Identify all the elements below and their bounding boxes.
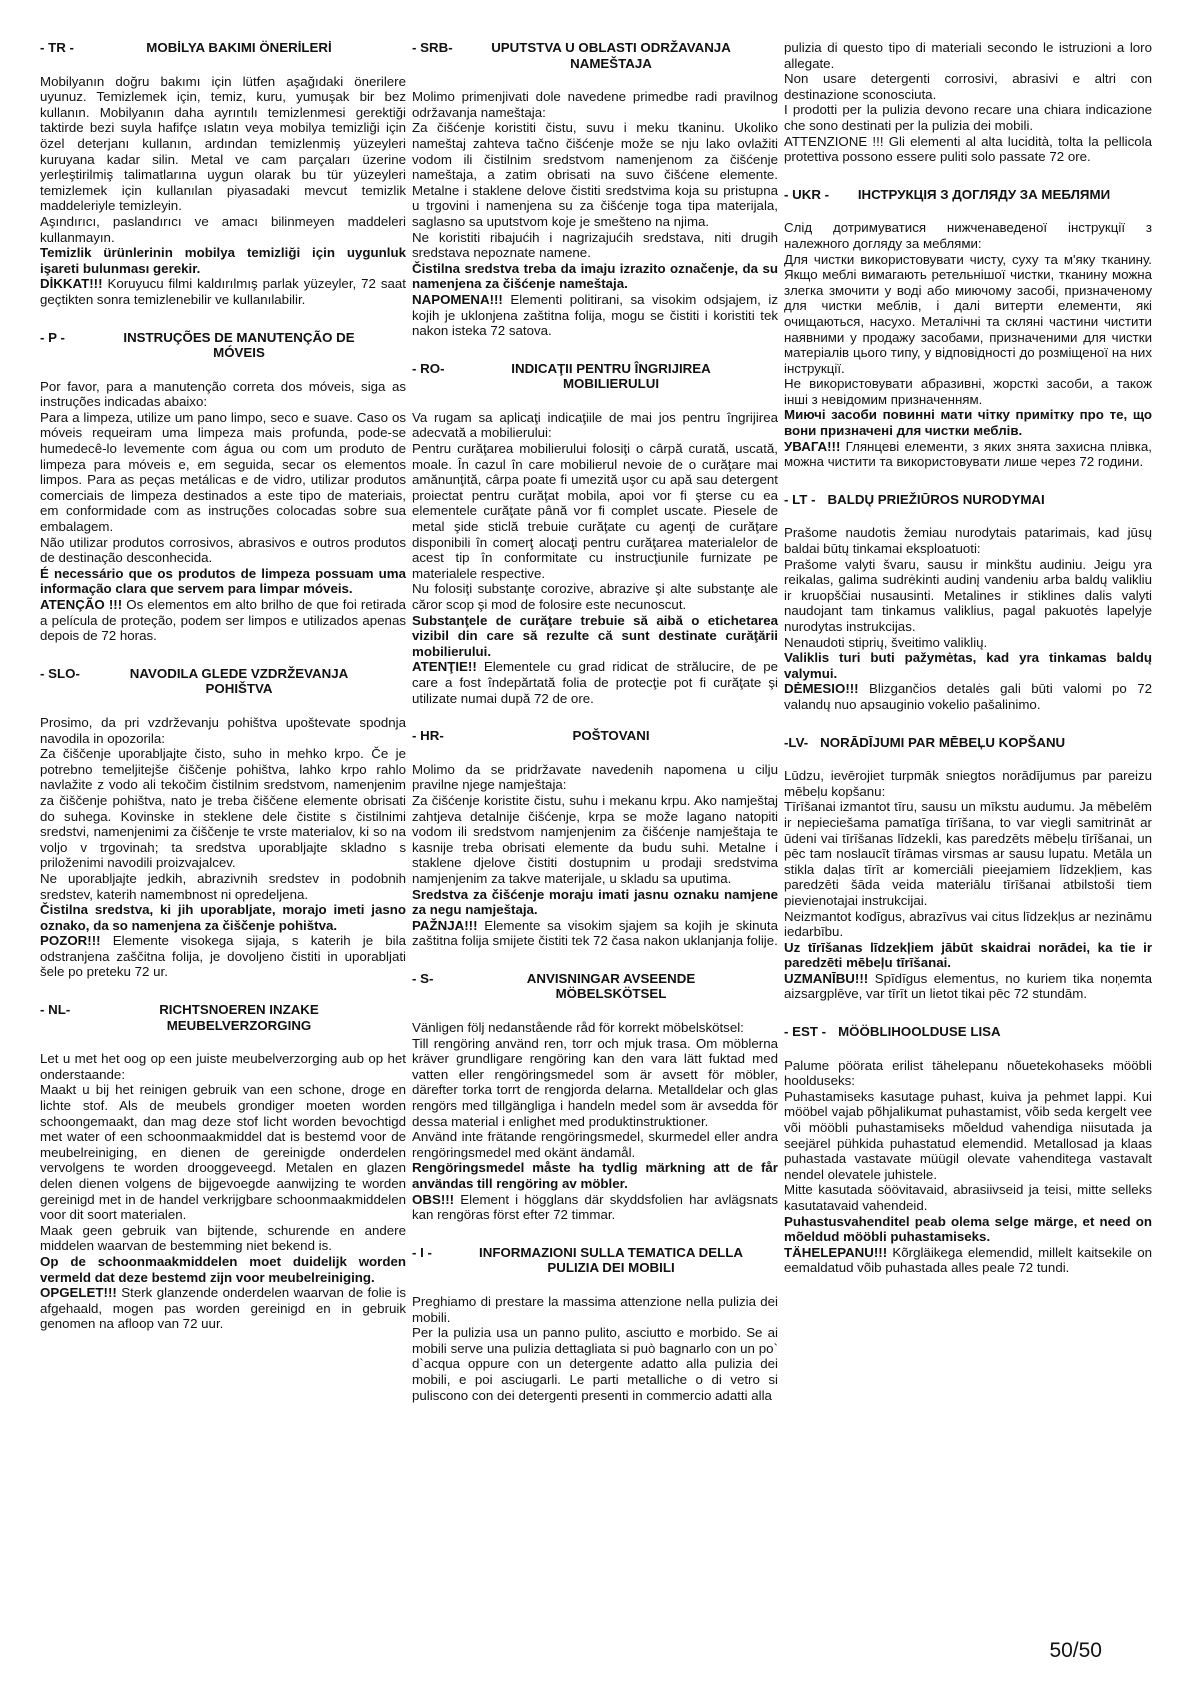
bold-text: Uz tīrīšanas līdzekļiem jābūt skaidrai norādei, ka tie ir paredzēti mēbeļu tīrīšanai.: [784, 939, 1152, 971]
language-code: - SLO-: [40, 665, 80, 681]
paragraph: [412, 120, 778, 229]
bold-text: Op de schoonmaakmiddelen moet duidelijk worden vermeld dat deze bestemd zijn voor meubelreiniging.: [40, 1253, 406, 1285]
body-text: pulizia di questo tipo di materiali secondo le istruzioni a loro allegate.: [784, 40, 1152, 71]
bold-text: ATENŢIE!!: [412, 659, 477, 675]
body-text: I prodotti per la pulizia devono recare una chiara indicazione che sono destinati per la pulizia dei mobili.: [784, 102, 1152, 133]
body-text: Pentru curăţarea mobilierului folosiţi o cârpă curată, uscată, moale. În cazul în care mobilierul nevoie de o curăţare mai amănunţită, cârpa poate fi umezită uşor cu apă sau detergent proiectat pentru curăţat mobila, apoi vor fi şterse cu ea elementele curăţate până vor fi complet uscate. Piesele de metal şide sticlă trebuie curăţate cu agenţi de curăţare disponibili în comerţ alocaţi pentru curăţarea materialelor de acest tip în conformitate cu instrucţiunile furnizate pe materialele respective.: [412, 441, 778, 581]
section-title: MOBİLYA BAKIMI ÖNERİLERİ: [146, 40, 332, 55]
paragraph: [412, 230, 778, 261]
body-text: Tīrīšanai izmantot tīru, sausu un mīkstu audumu. Ja mēbelēm ir nepieciešama pamatīga tīrīšana, to var viegli samitrināt ar ūdeni vai tīrīšanas līdzekli, kas paredzēts mēbeļu tīrīšanai, un pēc tam noslaucīt tīrāmas virsmas ar sausu lupatu. Metāla un stikla daļas tīrīt ar komerciāli pieejamiem līdzekļiem, kas paredzēti šāda veida materiālu tīrīšanai atbilstoši tiem pievienotajai instrukcijai.: [784, 799, 1152, 908]
paragraph: [412, 659, 778, 706]
paragraph: [784, 102, 1152, 133]
care-section: [412, 728, 778, 949]
paragraph: [784, 71, 1152, 102]
section-heading: [784, 187, 1152, 203]
language-code: - SRB-: [412, 40, 453, 55]
paragraph: [40, 566, 406, 597]
body-text: Prašome valyti švaru, sausu ir minkštu audiniu. Jeigu yra reikalas, galima sudrėkinti audinį vandeniu arba baldų valikliu ir kruopščiai nusausinti. Metalines ir stiklines dalis valyti naudojant tam tinkamus valiklius, pagal pakuotės lapelyje nurodytas instrukcijas.: [784, 556, 1152, 634]
bold-text: ATENÇÃO !!!: [40, 597, 123, 612]
bold-text: É necessário que os produtos de limpeza possuam uma informação clara que servem para limpar móveis.: [40, 565, 406, 597]
body-text: ATTENZIONE !!! Gli elementi al alta lucidità, tolta la pellicola protettiva possono essere puliti solo passate 72 ore.: [784, 133, 1152, 165]
paragraph: [784, 220, 1152, 251]
section-title: INSTRUÇÕES DE MANUTENÇÃO DE MÓVEIS: [123, 329, 355, 361]
body-text: Не використовувати абразивні, жорсткі засоби, а також інші з невідомим призначенням.: [784, 376, 1152, 407]
paragraph: [40, 535, 406, 566]
paragraph: [412, 1020, 778, 1036]
body-text: Elementi politirani, sa visokim odsjajem, iz kojih je uklonjena zaštitna folija, mogu se čistiti i koristiti tek nakon isteka 72 satova.: [412, 291, 778, 339]
bold-text: Sredstva za čišćenje moraju imati jasnu oznaku namjene za negu namještaja.: [412, 886, 778, 918]
body-text: Mobilyanın doğru bakımı için lütfen aşağıdaki önerilere uyunuz. Temizlemek için, temiz, kuru, yumuşak bir bez kullanın. Mobilyanın daha ayrıntılı temizlenmesi gerektiği taktirde bezi suyla hafifçe ıslatın veya mobilya temizliği için özel deterjanı kullanın, ardından temizlenmiş yüzeyleri kuruyana kadar silin. Metal ve cam parçaları üzerine yerleştirilmiş talimatlarına uygun olarak bu tür yüzeyleri temizlemek için kullanılan piyasadaki mevcut temizlik maddeleriyle temizleyin.: [40, 73, 406, 214]
section-heading: [40, 666, 406, 697]
care-section: [40, 1002, 406, 1332]
paragraph: [412, 441, 778, 581]
care-section: [412, 40, 778, 339]
paragraph: [412, 581, 778, 612]
paragraph: [412, 1160, 778, 1191]
paragraph: [40, 1285, 406, 1332]
body-text: Ne uporabljajte jedkih, abrazivnih sredstev in podobnih sredstev, katerih namembnost ni opredeljena.: [40, 870, 406, 902]
bold-text: Valiklis turi buti pažymėtas, kad yra tinkamas baldų valymui.: [784, 650, 1152, 681]
care-section: [784, 492, 1152, 713]
section-title: RICHTSNOEREN INZAKE MEUBELVERZORGING: [159, 1002, 319, 1033]
section-heading: [784, 735, 1152, 751]
body-text: Vänligen följ nedanstående råd för korrekt möbelskötsel:: [412, 1020, 744, 1036]
paragraph: [412, 918, 778, 949]
care-section: [412, 361, 778, 706]
paragraph: [784, 940, 1152, 971]
bold-text: Puhastusvahenditel peab olema selge märge, et need on mõeldud mööbli puhastamiseks.: [784, 1213, 1152, 1245]
paragraph: [412, 793, 778, 887]
care-section: [40, 330, 406, 644]
section-heading: [412, 40, 778, 71]
paragraph: [40, 245, 406, 276]
bold-text: POZOR!!!: [40, 933, 101, 949]
bold-text: DİKKAT!!!: [40, 276, 103, 292]
paragraph: [412, 1325, 778, 1403]
bold-text: TÄHELEPANU!!!: [784, 1244, 888, 1260]
paragraph: [40, 715, 406, 746]
paragraph: [784, 909, 1152, 940]
paragraph: [412, 1294, 778, 1325]
section-heading: [412, 361, 778, 392]
paragraph: [784, 768, 1152, 799]
section-title: UPUTSTVA U OBLASTI ODRŽAVANJA NAMEŠTAJA: [491, 40, 731, 71]
section-heading: [40, 1002, 406, 1033]
care-section: [784, 1024, 1152, 1276]
section-title: ІНСТРУКЦІЯ З ДОГЛЯДУ ЗА МЕБЛЯМИ: [857, 186, 1111, 202]
section-title: INDICAŢII PENTRU ÎNGRIJIREA MOBILIERULUI: [511, 360, 711, 392]
bold-text: Temizlik ürünlerinin mobilya temizliği için uygunluk işareti bulunması gerekir.: [40, 245, 406, 276]
body-text: Lūdzu, ievērojiet turpmāk sniegtos norādījumus par pareizu mēbeļu kopšanu:: [784, 768, 1152, 799]
body-text: Maak geen gebruik van bijtende, schurende en andere middelen waarvan de bestemming niet bekend is.: [40, 1222, 406, 1254]
section-heading: [412, 971, 778, 1002]
body-text: Prašome naudotis žemiau nurodytais patarimais, kad jūsų baldai būtų tinkamai eksploatuoti:: [784, 525, 1152, 557]
body-text: Till rengöring använd ren, torr och mjuk trasa. Om möblerna kräver grundligare rengöring kan den vara lätt fuktad med vatten eller rengöringsmedel som är avsett för möbler, därefter torka torrt de rengjorda delarna. Metalldelar och glas rengörs med tillgängliga i handeln medel som är avsedda för dessa material i enlighet med produktinstruktioner.: [412, 1035, 778, 1129]
body-text: Za čišćenje koristite čistu, suhu i mekanu krpu. Ako namještaj zahtjeva detalnije čišćenje, krpa se može lagano natopiti vodom ili sredstvom namjenjenim za čišćenje namještaja te kasnije treba obrisati elemente da budu suhi. Metalne i staklene djelove čistiti dostupnim u prodaji sredstvima namjenjenim za takve materijale, u skladu sa uputima.: [412, 792, 778, 886]
language-code: - RO-: [412, 360, 445, 376]
body-text: Non usare detergenti corrosivi, abrasivi e altri con destinazione sconosciuta.: [784, 71, 1152, 102]
paragraph: [40, 597, 406, 644]
section-title: POŠTOVANI: [572, 728, 650, 744]
body-text: Mitte kasutada söövitavaid, abrasiivseid ja teisi, mitte selleks kasutatavaid vahendeid.: [784, 1182, 1152, 1213]
paragraph: [40, 1082, 406, 1222]
section-title: NAVODILA GLEDE VZDRŽEVANJA POHIŠTVA: [129, 665, 349, 697]
paragraph: [784, 1214, 1152, 1245]
section-heading: [412, 728, 778, 744]
language-code: - P -: [40, 329, 65, 345]
paragraph: [40, 871, 406, 902]
paragraph: [412, 1129, 778, 1160]
section-heading: [784, 1024, 1152, 1040]
care-section: [412, 1245, 778, 1403]
paragraph: [784, 1058, 1152, 1089]
language-code: - I -: [412, 1244, 432, 1260]
paragraph: [784, 376, 1152, 407]
language-code: - HR-: [412, 728, 444, 744]
care-section: [40, 666, 406, 980]
body-text: Elemente visokega sijaja, s katerih je bila odstranjena zaščitna folija, je dovoljeno čistiti in uporabljati šele po preteku 72 ur.: [40, 933, 406, 980]
body-text: Za čiščenje uporabljajte čisto, suho in mehko krpo. Če je potrebno temeljitejše čiščenje pohištva, lahko krpo rahlo navlažite z vodo ali tekočim čistilnim sredstvom, namenjenim za čiščenje pohištva, nato je treba čiščene elemente obrisati do suhega. Kovinske in steklene dele čistite s čistilnimi sredstvi, namenjenimi za čiščenje te vrste materialov, ki so na voljo v trgovinah; ta sredstva uporabljajte skladno s priloženimi navodili proizvajalcev.: [40, 746, 406, 871]
paragraph: [784, 525, 1152, 556]
bold-text: Миючі засоби повинні мати чітку примітку про те, що вони призначені для чистки меблів.: [784, 407, 1152, 439]
paragraph: [412, 292, 778, 339]
paragraph: [40, 379, 406, 410]
care-section: [784, 40, 1152, 165]
paragraph: [784, 799, 1152, 908]
paragraph: [784, 650, 1152, 681]
paragraph: [40, 276, 406, 307]
paragraph: [40, 933, 406, 980]
body-text: Per la pulizia usa un panno pulito, asciutto e morbido. Se ai mobili serve una pulizia dettagliata si può bagnarlo con un po` d`acqua oppure con un detergente adatto alla pulizia dei mobili, e poi asciugarli. Le parti metalliche o di vetro si puliscono con dei detergenti presenti in commercio adatti alla: [412, 1325, 778, 1403]
bold-text: UZMANĪBU!!!: [784, 970, 869, 986]
paragraph: [40, 74, 406, 214]
body-text: Va rugam sa aplicaţi indicaţiile de mai jos pentru îngrijirea adecvată a mobilierului:: [412, 409, 778, 441]
paragraph: [412, 613, 778, 660]
paragraph: [784, 407, 1152, 438]
column-2: [412, 40, 778, 1425]
body-text: Os elementos em alto brilho de que foi retirada a película de proteção, podem ser limpos e utilizados apenas depois de 72 horas.: [40, 597, 406, 644]
paragraph: [40, 1051, 406, 1082]
paragraph: [784, 1182, 1152, 1213]
body-text: Blizgančios detalės gali būti valomi po 72 valandų nuo apsauginio vokelio pašalinimo.: [784, 681, 1152, 712]
section-heading: [40, 40, 406, 56]
body-text: Za čišćenje koristiti čistu, suvu i meku tkaninu. Ukoliko nameštaj zahteva tačno čišćenje može se nju lako ovlažiti vodom ili čistilnim sredstvom namenjenom za čišćenje nameštaja, a zatim obrisati na suvo čišćene elemente. Metalne i staklene delove čistiti sredstvima koja su pristupna u trgovini i namenjena su za čišćenje toga tipa materijala, saglasno sa uputstvom koje je smešteno na njima.: [412, 120, 778, 229]
bold-text: Čistilna sredstva treba da imaju izrazito označenje, da su namenjena za čišćenje nameštaja.: [412, 260, 778, 292]
paragraph: [40, 746, 406, 871]
care-section: [40, 40, 406, 308]
language-code: - TR -: [40, 40, 74, 55]
paragraph: [412, 887, 778, 918]
bold-text: DĖMESIO!!!: [784, 681, 859, 697]
paragraph: [40, 902, 406, 933]
body-text: Não utilizar produtos corrosivos, abrasivos e outros produtos de destinação desconhecida.: [40, 534, 406, 566]
section-title: MÖÖBLIHOOLDUSE LISA: [838, 1024, 1001, 1040]
care-section: [784, 735, 1152, 1003]
paragraph: [784, 134, 1152, 165]
section-title: ANVISNINGAR AVSEENDE MÖBELSKÖTSEL: [526, 970, 696, 1002]
column-3: [784, 40, 1152, 1298]
language-code: - UKR -: [784, 186, 830, 202]
paragraph: [412, 1192, 778, 1223]
body-text: Puhastamiseks kasutage puhast, kuiva ja pehmet lappi. Kui mööbel vajab põhjalikumat puhastamist, võib seda kergelt vee või mööbli puhastamiseks mõeldud vahendiga niisutada ja seejärel pühkida puhastatud elemendid. Metallosad ja klaas puhastada vastavate müügil olevate vahenditega vastavalt nendel olevatele juhistele.: [784, 1088, 1152, 1182]
care-section: [412, 971, 778, 1223]
paragraph: [40, 410, 406, 535]
bold-text: Rengöringsmedel måste ha tydlig märkning att de får användas till rengöring av möbler.: [412, 1160, 778, 1191]
paragraph: [784, 681, 1152, 712]
paragraph: [784, 439, 1152, 470]
section-title: INFORMAZIONI SULLA TEMATICA DELLA PULIZIA DEI MOBILI: [479, 1244, 743, 1276]
bold-text: УВАГА!!!: [784, 438, 841, 454]
body-text: Nenaudoti stiprių, šveitimo valiklių.: [784, 634, 988, 650]
paragraph: [40, 1254, 406, 1285]
language-code: - EST -: [784, 1024, 827, 1040]
body-text: Для чистки використовувати чисту, суху та м'яку тканину. Якщо меблі вимагають ретельнішої чистки, тканину можна злегка змочити у воді або миючому засобі, призначеному для чистки меблів, і далі витерти елементи, які очищаються, насухо. Металічні та скляні частини чистити наявними у продажу засобами, призначеними для чистки матеріалів цього типу, у відповідності до розміщеної на них інструкції.: [784, 251, 1152, 376]
section-heading: [412, 1245, 778, 1276]
body-text: Let u met het oog op een juiste meubelverzorging aub op het onderstaande:: [40, 1051, 406, 1082]
body-text: Molimo da se pridržavate navedenih napomena u cilju pravilne njege namještaja:: [412, 761, 778, 793]
body-text: Por favor, para a manutenção correta dos móveis, siga as instruções indicadas abaixo:: [40, 378, 406, 410]
paragraph: [784, 1245, 1152, 1276]
body-text: Para a limpeza, utilize um pano limpo, seco e suave. Caso os móveis requeiram uma limpeza mais profunda, pode-se humedecê-lo levemente com água ou com um produto de limpeza para móveis e, em seguida, secar os elementos limpos. Para as peças metálicas e de vidro, utilizar produtos comerciais de limpeza destinados a este tipo de materiais, em conformidade com as instruções colocadas sobre sua embalagem.: [40, 409, 406, 535]
language-code: -LV-: [784, 734, 809, 750]
body-text: Preghiamo di prestare la massima attenzione nella pulizia dei mobili.: [412, 1293, 778, 1325]
paragraph: [412, 762, 778, 793]
section-title: BALDŲ PRIEŽIŪROS NURODYMAI: [827, 491, 1045, 507]
paragraph: [784, 557, 1152, 635]
body-text: Prosimo, da pri vzdrževanju pohištva upoštevate spodnja navodila in opozorila:: [40, 714, 406, 746]
bold-text: Substanţele de curăţare trebuie să aibă o etichetarea vizibil din care să rezulte că sunt destinate curăţării mobilierului.: [412, 612, 778, 659]
paragraph: [40, 214, 406, 245]
body-text: Глянцеві елементи, з яких знята захисна плівка, можна чистити та використовувати лише через 72 години.: [784, 438, 1152, 470]
section-heading: [40, 330, 406, 361]
body-text: Ne koristiti ribajućih i nagrizajućih sredstava, niti drugih sredstava nepoznate namene.: [412, 229, 778, 261]
care-section: [784, 187, 1152, 470]
body-text: Maakt u bij het reinigen gebruik van een schone, droge en lichte stof. Als de meubels grondiger moeten worden schoongemaakt, dan mag deze stof licht worden bevochtigd met water of een schoonmaakmiddel dat is bestemd voor de meubelreiniging, en dienen de gereinigde onderdelen vervolgens te worden drooggeveegd. Metalen en glazen delen dienen volgens de bijgevoegde aanwijzing te worden gereinigd met in de handel verkrijgbare schoonmaakmiddelen voor dit soort materialen.: [40, 1082, 406, 1223]
paragraph: [40, 1223, 406, 1254]
body-text: Koruyucu filmi kaldırılmış parlak yüzeyler, 72 saat geçtikten sonra temizlenebilir ve kullanılabilir.: [40, 276, 406, 307]
section-heading: [784, 492, 1152, 508]
page-number: 50/50: [1049, 1639, 1102, 1662]
paragraph: [784, 252, 1152, 377]
paragraph: [784, 40, 1152, 71]
language-code: - S-: [412, 970, 434, 986]
section-title: NORĀDĪJUMI PAR MĒBEĻU KOPŠANU: [820, 734, 1066, 750]
paragraph: [784, 635, 1152, 651]
bold-text: Čistilna sredstva, ki jih uporabljate, morajo imeti jasno oznako, da so namenjena za čiščenje pohištva.: [40, 902, 406, 933]
body-text: Palume pöörata erilist tähelepanu nõuetekohaseks mööbli hoolduseks:: [784, 1057, 1152, 1089]
body-text: Molimo primenjivati dole navedene primedbe radi pravilnog održavanja nameštaja:: [412, 89, 778, 120]
body-text: Neizmantot kodīgus, abrazīvus vai citus līdzekļus ar nezināmu iedarbību.: [784, 908, 1152, 940]
body-text: Nu folosiţi substanţe corozive, abrazive şi alte substanţe ale căror scop şi mod de folosire este necunoscut.: [412, 581, 778, 612]
body-text: Elementele cu grad ridicat de strălucire, de pe care a fost îndepărtată folia de protecţie pot fi curăţate şi utilizate numai după 72 de ore.: [412, 659, 778, 706]
paragraph: [412, 1036, 778, 1130]
body-text: Element i högglans där skyddsfolien har avlägsnats kan rengöras först efter 72 timmar.: [412, 1191, 778, 1223]
bold-text: OBS!!!: [412, 1191, 455, 1207]
paragraph: [412, 410, 778, 441]
body-text: Använd inte frätande rengöringsmedel, skurmedel eller andra rengöringsmedel med okänt ändamål.: [412, 1129, 778, 1160]
body-text: Слід дотримуватися нижченаведеної інструкції з належного догляду за меблями:: [784, 220, 1152, 251]
bold-text: OPGELET!!!: [40, 1285, 117, 1301]
body-text: Aşındırıcı, paslandırıcı ve amacı bilinmeyen maddeleri kullanmayın.: [40, 213, 406, 245]
paragraph: [412, 261, 778, 292]
bold-text: NAPOMENA!!!: [412, 291, 503, 307]
body-text: Spīdīgus elementus, no kuriem tika noņemta aizsargplēve, var tīrīt un lietot tikai pēc 72 stundām.: [784, 970, 1152, 1002]
bold-text: PAŽNJA!!!: [412, 917, 478, 933]
body-text: Kõrgläikega elemendid, millelt kaitsekile on eemaldatud võib puhastada alles peale 72 tundi.: [784, 1244, 1152, 1276]
language-code: - NL-: [40, 1002, 71, 1018]
body-text: Elemente sa visokim sjajem sa kojih je skinuta zaštitna folija smijete čistiti tek 72 časa nakon uklanjanja folije.: [412, 917, 778, 949]
paragraph: [412, 89, 778, 120]
body-text: Sterk glanzende onderdelen waarvan de folie is afgehaald, mogen pas worden gereinigd en in gebruik genomen na afloop van 72 uur.: [40, 1285, 406, 1332]
paragraph: [784, 971, 1152, 1002]
language-code: - LT -: [784, 491, 816, 507]
paragraph: [784, 1089, 1152, 1183]
column-1: [40, 40, 406, 1354]
